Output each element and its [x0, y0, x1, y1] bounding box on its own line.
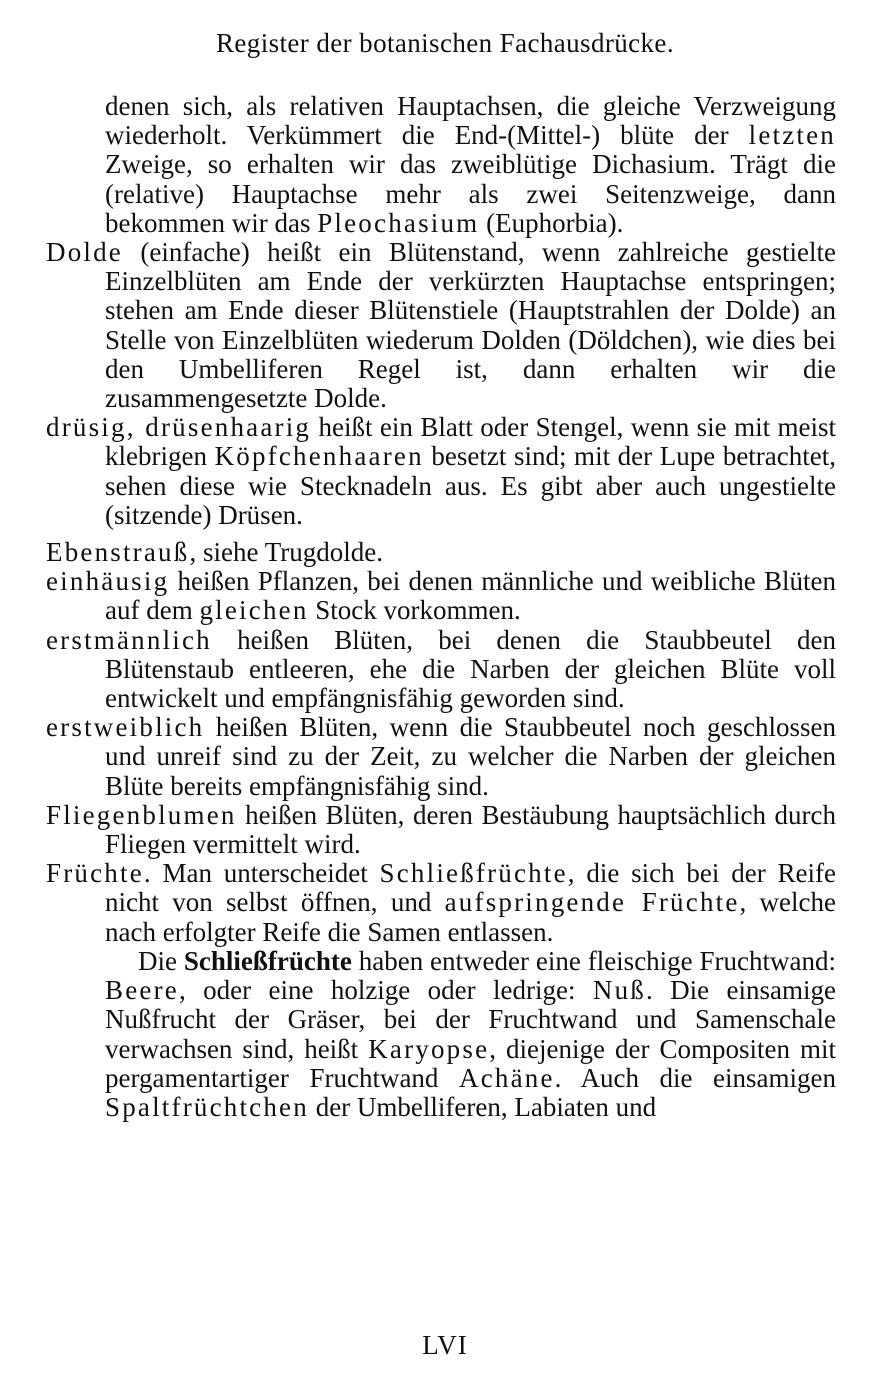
- text-run: denen sich, als relativen Hauptachsen, die gleiche Verzweigung wiederholt. Verkümmert die End-(Mittel-) blüte der: [105, 91, 836, 151]
- text-run: . Auch die einsamigen: [554, 1062, 836, 1093]
- page-number: LVI: [422, 1330, 468, 1360]
- entry-text: , die sich bei der Reife nicht von selbst öffnen, und: [105, 858, 836, 918]
- entry-fruechte-paragraph: [46, 947, 836, 1122]
- entry-dolde: [46, 238, 836, 413]
- entry-continuation: [46, 92, 836, 238]
- entry-text: heißen Blüten, wenn die Staubbeutel noch geschlossen und unreif sind zu der Zeit, zu welcher die Narben der gleichen Blüte bereits empfängnisfähig sind.: [105, 712, 836, 801]
- glossary-body: [46, 92, 836, 1122]
- spaced-emphasis: Nuß: [592, 975, 647, 1006]
- spaced-emphasis: Pleochasium: [317, 207, 480, 238]
- entry-text: , siehe Trugdolde.: [189, 537, 383, 568]
- entry-einhaeusig: [46, 567, 836, 625]
- spaced-emphasis: Karyopse: [368, 1033, 490, 1064]
- text-run: der Umbelliferen, Labiaten und: [308, 1091, 657, 1122]
- entry-erstweiblich: [46, 713, 836, 801]
- entry-term: einhäusig: [46, 566, 170, 597]
- entry-text: , welche nach erfolgter Reife die Samen entlassen.: [105, 887, 837, 947]
- text-run: , diejenige der Compositen mit pergamentartiger Fruchtwand: [105, 1033, 836, 1093]
- entry-term: Ebenstrauß: [46, 537, 190, 568]
- entry-text: heißen Blüten, bei denen die Staubbeutel den Blütenstaub entleeren, ehe die Narben der gleichen Blüte voll entwickelt und empfängnisfähig geworden sind.: [105, 624, 836, 714]
- text-run: Die: [138, 945, 184, 976]
- spaced-emphasis: Spaltfrüchtchen: [105, 1091, 309, 1122]
- entry-term: erstmännlich: [46, 624, 212, 655]
- spaced-emphasis: gleichen: [199, 595, 309, 626]
- entry-ebenstrauss: [46, 538, 836, 567]
- spaced-emphasis: Köpfchenhaaren: [214, 441, 424, 472]
- entry-term: Früchte: [46, 858, 144, 889]
- spaced-emphasis: Achäne: [459, 1062, 555, 1093]
- entry-fruechte: [46, 859, 836, 947]
- spaced-emphasis: Schließfrüchte: [379, 858, 568, 889]
- text-run: , oder eine holzige oder ledrige:: [178, 975, 593, 1006]
- entry-druesig: [46, 413, 836, 530]
- entry-term: Dolde: [46, 237, 123, 268]
- spaced-emphasis: aufspringende Früchte: [444, 887, 740, 918]
- entry-text: (einfache) heißt ein Blütenstand, wenn zahlreiche gestielte Einzelblüten am Ende der verkürzten Hauptachse entspringen; stehen am Ende dieser Blütenstiele (Hauptstrahlen der Dolde) an Stelle von Einzelblüten wiederum Dolden (Döldchen), wie dies bei den Umbelliferen Regel ist, dann erhalten wir die zusammengesetzte Dolde.: [105, 237, 836, 414]
- entry-fliegenblumen: [46, 801, 836, 859]
- text-run: Zweige, so erhalten wir das zweiblütige Dichasium. Trägt die (relative) Hauptachse mehr als zwei Seitenzweige, dann bekommen wir das: [105, 149, 836, 238]
- entry-text: heißt ein Blatt oder Stengel, wenn sie mit meist klebrigen: [105, 412, 836, 472]
- entry-text: heißen Blüten, deren Bestäubung hauptsächlich durch Fliegen vermittelt wird.: [105, 799, 836, 860]
- entry-term: drüsig, drüsenhaarig: [46, 412, 312, 443]
- bold-term: Schließfrüchte: [183, 945, 352, 976]
- entry-text: Stock vorkommen.: [308, 595, 521, 626]
- entry-text: . Man unterscheidet: [143, 858, 380, 889]
- running-header: Register der botanischen Fachausdrücke.: [216, 28, 674, 58]
- entry-erstmaennlich: [46, 626, 836, 714]
- entry-term: erstweiblich: [46, 712, 205, 743]
- spaced-emphasis: letzten: [748, 120, 836, 151]
- entry-text: heißen Pflanzen, bei denen männliche und weibliche Blüten auf dem: [105, 566, 836, 626]
- text-run: . Die einsamige Nußfrucht der Gräser, bei der Fruchtwand und Samenschale verwachsen sind, heißt: [105, 975, 836, 1064]
- text-run: (Euphorbia).: [479, 207, 624, 238]
- entry-term: Fliegenblumen: [46, 799, 237, 830]
- spaced-emphasis: Beere: [105, 975, 179, 1006]
- text-run: haben entweder eine fleischige Fruchtwand:: [351, 945, 837, 976]
- entry-text: besetzt sind; mit der Lupe betrachtet, sehen diese wie Stecknadeln aus. Es gibt aber auch ungestielte (sitzende) Drüsen.: [105, 441, 837, 530]
